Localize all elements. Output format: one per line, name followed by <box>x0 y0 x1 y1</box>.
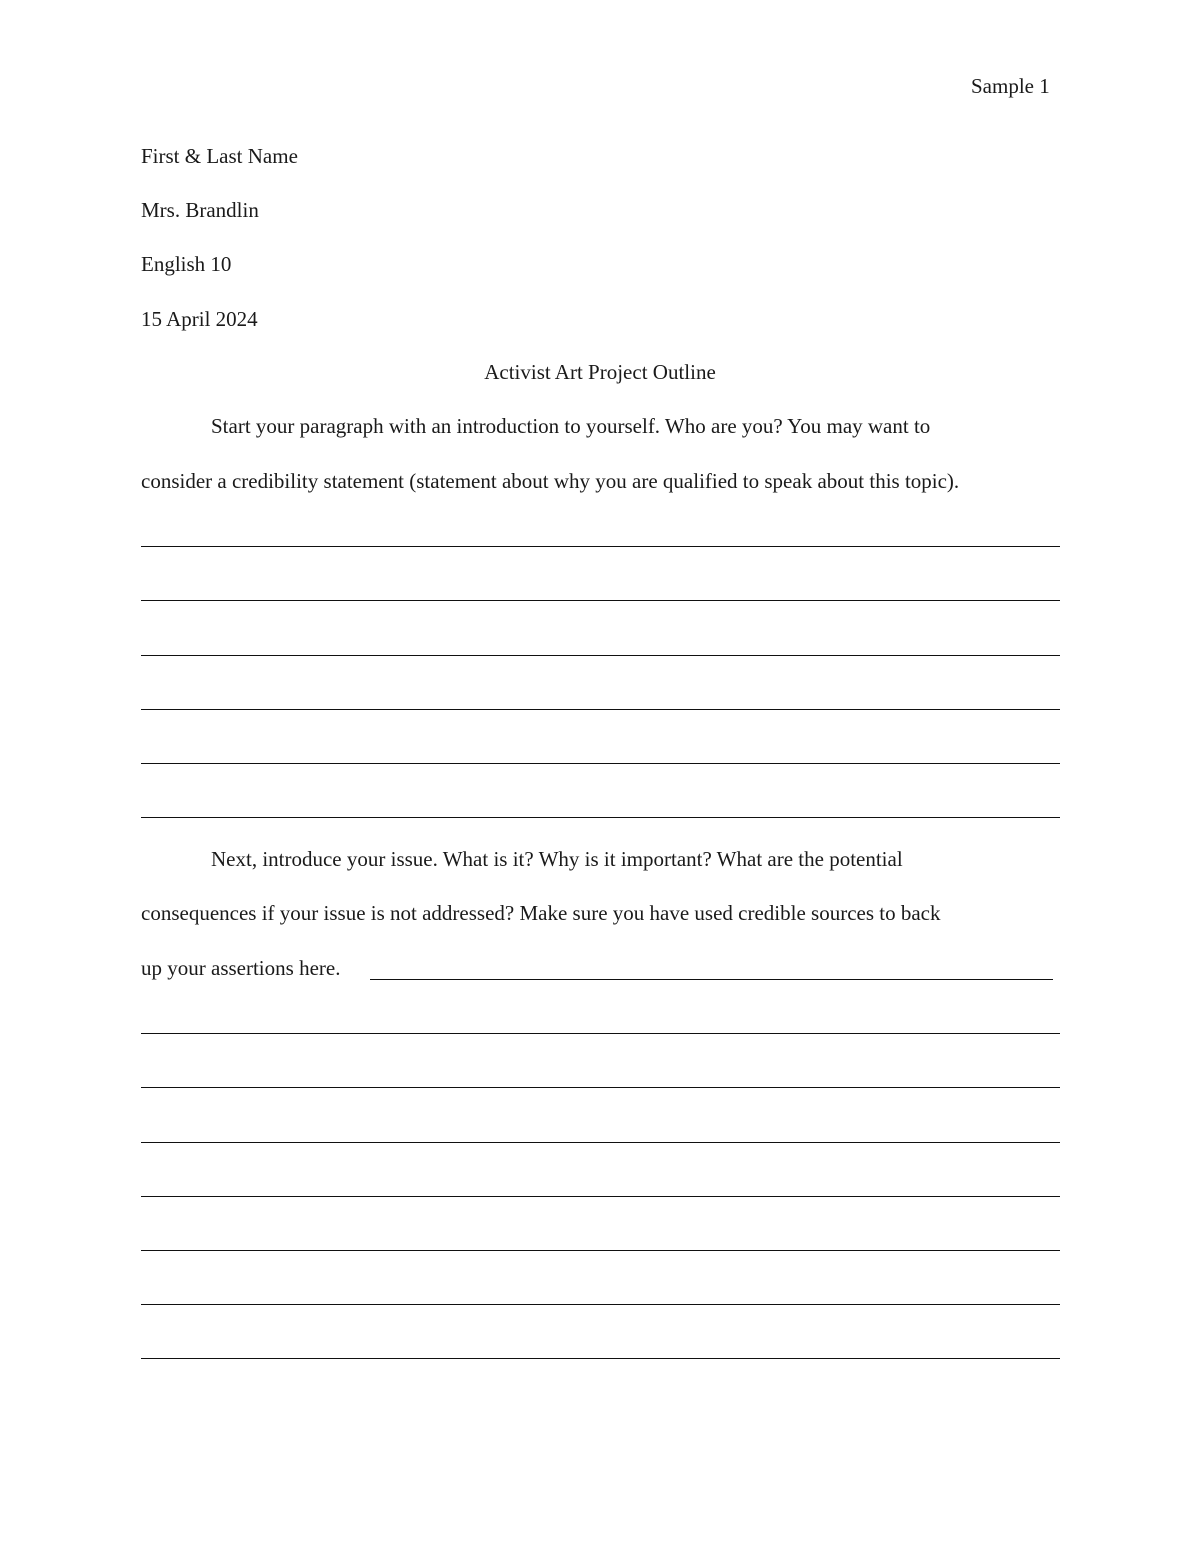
answer-line[interactable] <box>141 1142 1060 1143</box>
answer-line[interactable] <box>141 1358 1060 1359</box>
answer-line[interactable] <box>141 546 1060 547</box>
answer-line[interactable] <box>141 1087 1060 1088</box>
section2-prompt-line2: consequences if your issue is not addressed? Make sure you have used credible sources to back <box>141 901 941 925</box>
section1-prompt-line2: consider a credibility statement (statement about why you are qualified to speak about this topic). <box>141 469 960 493</box>
answer-line[interactable] <box>141 1196 1060 1197</box>
section1-prompt-line1: Start your paragraph with an introduction to yourself. Who are you? You may want to <box>211 414 931 438</box>
document-date: 15 April 2024 <box>141 307 258 331</box>
answer-line[interactable] <box>141 655 1060 656</box>
answer-line[interactable] <box>141 817 1060 818</box>
section2-prompt-line1: Next, introduce your issue. What is it? Why is it important? What are the potential <box>211 847 903 871</box>
answer-line[interactable] <box>141 600 1060 601</box>
answer-line[interactable] <box>141 709 1060 710</box>
document-title: Activist Art Project Outline <box>484 360 716 384</box>
answer-line[interactable] <box>141 1304 1060 1305</box>
student-name: First & Last Name <box>141 144 298 168</box>
section2-prompt-line3: up your assertions here. <box>141 956 341 980</box>
answer-line[interactable] <box>141 1250 1060 1251</box>
inline-answer-line[interactable] <box>370 979 1053 980</box>
page-label: Sample 1 <box>971 74 1050 98</box>
teacher-name: Mrs. Brandlin <box>141 198 259 222</box>
answer-line[interactable] <box>141 763 1060 764</box>
course-name: English 10 <box>141 252 232 276</box>
answer-line[interactable] <box>141 1033 1060 1034</box>
